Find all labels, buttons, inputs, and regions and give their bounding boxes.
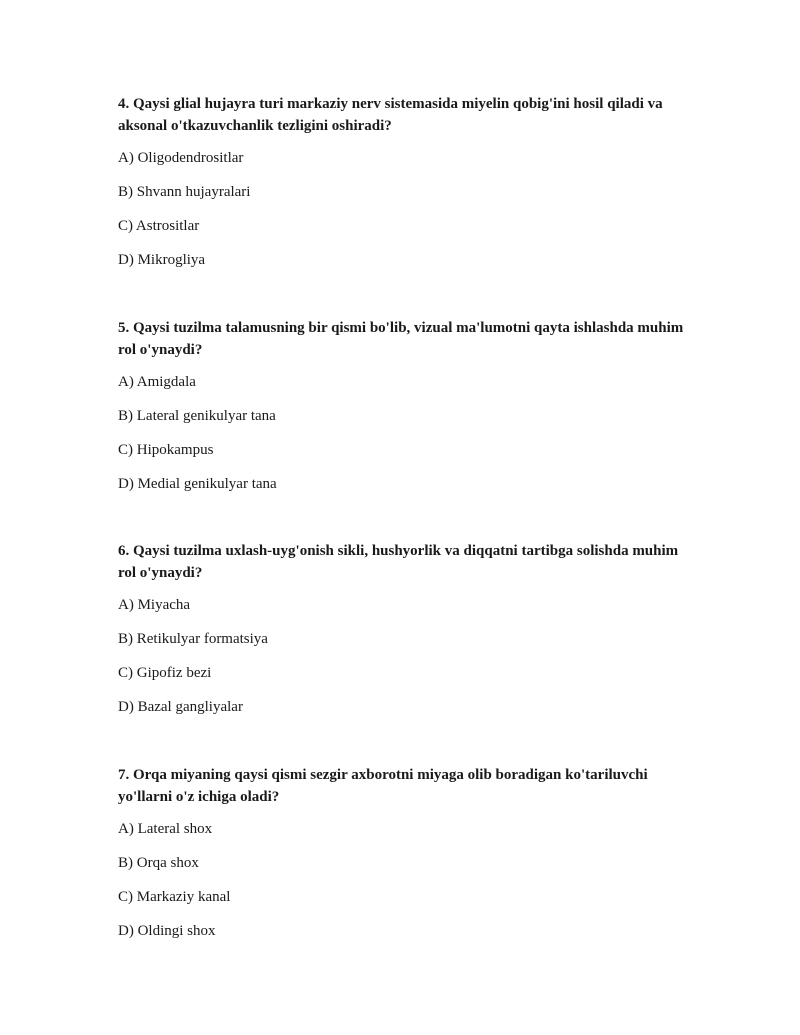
option-c: C) Astrositlar [118, 218, 200, 234]
question-4 [118, 93, 698, 284]
answer-options [118, 148, 698, 284]
option-c: C) Markaziy kanal [118, 889, 231, 905]
option-b: B) Shvann hujayralari [118, 184, 251, 200]
question-text: 4. Qaysi glial hujayra turi markaziy nerv sistemasida miyelin qobig'ini hosil qiladi va aksonal o'tkazuvchanlik tezligini oshiradi? [118, 96, 663, 134]
option-a: A) Amigdala [118, 374, 196, 390]
option-a: A) Lateral shox [118, 821, 213, 837]
answer-options [118, 595, 698, 731]
option-a: A) Miyacha [118, 597, 191, 613]
question-text: 7. Orqa miyaning qaysi qismi sezgir axborotni miyaga olib boradigan ko'tariluvchi yo'llarni o'z ichiga oladi? [118, 767, 648, 805]
option-c: C) Hipokampus [118, 442, 214, 458]
option-a: A) Oligodendrositlar [118, 150, 244, 166]
question-7 [118, 764, 698, 955]
question-6 [118, 540, 698, 731]
option-b: B) Lateral genikulyar tana [118, 408, 276, 424]
option-b: B) Retikulyar formatsiya [118, 631, 268, 647]
question-text: 5. Qaysi tuzilma talamusning bir qismi bo'lib, vizual ma'lumotni qayta ishlashda muhim rol o'ynaydi? [118, 320, 684, 358]
answer-options [118, 819, 698, 955]
option-d: D) Oldingi shox [118, 923, 216, 939]
option-d: D) Bazal gangliyalar [118, 699, 243, 715]
option-d: D) Medial genikulyar tana [118, 476, 277, 492]
option-c: C) Gipofiz bezi [118, 665, 212, 681]
option-d: D) Mikrogliya [118, 252, 206, 268]
question-text: 6. Qaysi tuzilma uxlash-uyg'onish sikli, hushyorlik va diqqatni tartibga solishda muhim rol o'ynaydi? [118, 543, 679, 581]
option-b: B) Orqa shox [118, 855, 199, 871]
answer-options [118, 372, 698, 508]
question-5 [118, 317, 698, 508]
